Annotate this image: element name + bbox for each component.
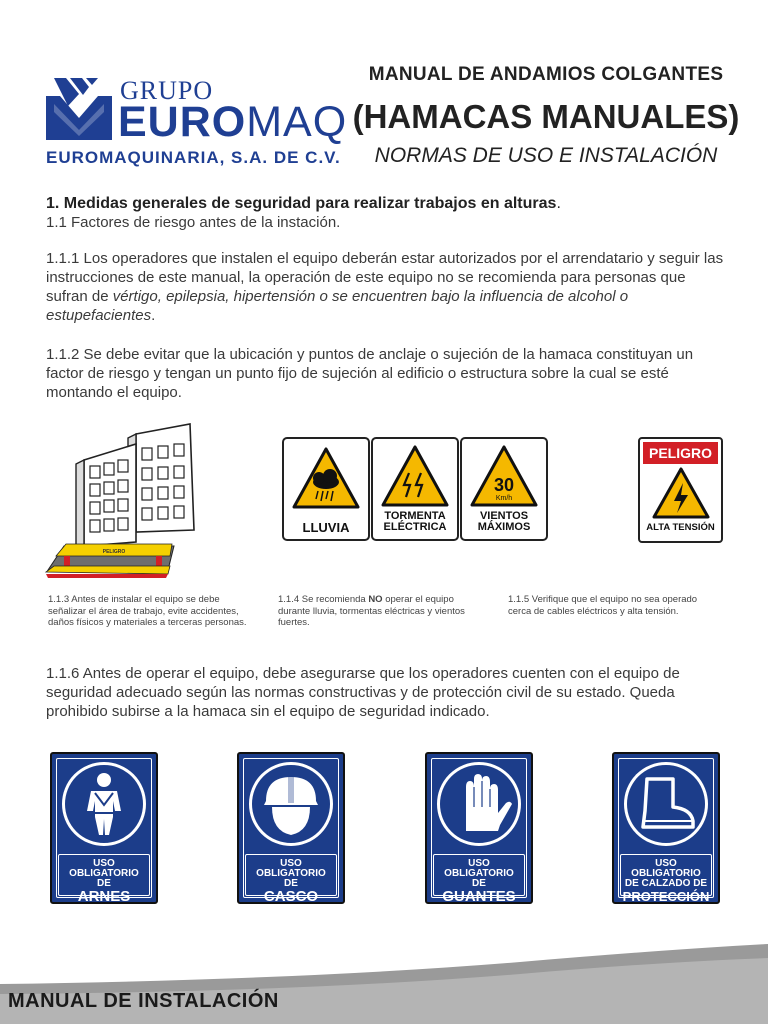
brand-maq-text: MAQ bbox=[246, 98, 348, 146]
brand-euro-text: EURO bbox=[118, 98, 247, 146]
harness-label-box bbox=[58, 854, 150, 905]
gloves-label-line3: GUANTES bbox=[442, 888, 516, 905]
safety-boots-label-box bbox=[620, 854, 712, 904]
section-heading-text: 1. Medidas generales de seguridad para realizar trabajos en alturas bbox=[46, 195, 557, 212]
gloves-icon bbox=[440, 765, 518, 843]
lightning-warning-icon bbox=[381, 445, 449, 507]
building-scaffold-illustration bbox=[44, 420, 224, 580]
helmet-label-line3: CASCO bbox=[263, 888, 319, 905]
helmet-label-line1: USO OBLIGATORIO bbox=[256, 858, 326, 879]
section-heading-period: . bbox=[556, 195, 561, 212]
gloves-mandatory-sign bbox=[425, 752, 533, 904]
wind-speed-value: 30 bbox=[493, 475, 515, 495]
peligro-label: ALTA TENSIÓN bbox=[646, 522, 715, 533]
barrier-label: PELIGRO bbox=[102, 549, 126, 555]
paragraph-1-1-1-period: . bbox=[151, 307, 156, 324]
brand-grupo-text: GRUPO bbox=[120, 76, 214, 105]
harness-label-line3: ARNES bbox=[77, 888, 131, 905]
wind-speed-warning-icon bbox=[470, 445, 538, 507]
safety-boots-label-line2: DE CALZADO DE bbox=[624, 878, 708, 889]
vientos-label-line2: MÁXIMOS bbox=[477, 521, 531, 533]
helmet-label-box bbox=[245, 854, 337, 905]
gloves-label-line1: USO OBLIGATORIO bbox=[444, 858, 514, 879]
vientos-warning-sign bbox=[460, 437, 548, 541]
rain-warning-icon bbox=[292, 447, 360, 509]
harness-icon bbox=[65, 765, 143, 843]
vientos-label bbox=[462, 511, 546, 533]
caption-1-1-5: 1.1.5 Verifique que el equipo no sea operado cerca de cables eléctricos y alta tensión. bbox=[508, 594, 698, 617]
lluvia-label: LLUVIA bbox=[302, 520, 350, 535]
section-heading bbox=[46, 194, 726, 213]
paragraph-1-1-2: 1.1.2 Se debe evitar que la ubicación y puntos de anclaje o sujeción de la hamaca constituyan un factor de riesgo y tengan un punto fijo de sujeción al edificio o estructura sobre la cual se esté montando el equipo. bbox=[46, 346, 694, 401]
caption-1-1-4-text-b: operar el equipo durante lluvia, tormentas eléctricas y vientos fuertes. bbox=[278, 594, 465, 628]
peligro-alta-tension-sign bbox=[638, 437, 723, 543]
caption-1-1-4-bold: NO bbox=[368, 594, 383, 605]
tormenta-warning-sign bbox=[371, 437, 459, 541]
lluvia-warning-sign bbox=[282, 437, 370, 541]
safety-boots-label-line1: USO OBLIGATORIO bbox=[631, 858, 701, 879]
wind-speed-unit: Km/h bbox=[495, 495, 513, 502]
safety-boot-icon bbox=[627, 765, 705, 843]
helmet-icon bbox=[252, 765, 330, 843]
safety-boots-mandatory-sign bbox=[612, 752, 720, 904]
manual-subtitle: (HAMACAS MANUALES) bbox=[352, 98, 740, 135]
manual-norms-title: NORMAS DE USO E INSTALACIÓN bbox=[374, 144, 718, 167]
paragraph-1-1: 1.1 Factores de riesgo antes de la instación. bbox=[46, 214, 341, 231]
peligro-header: PELIGRO bbox=[643, 442, 718, 464]
paragraph-1-1-6: 1.1.6 Antes de operar el equipo, debe asegurarse que los operadores cuenten con el equipo de seguridad adecuado según las normas constructivas y de protección civil de su estado. Queda prohibido subirse a la hamaca sin el equipo de seguridad indicado. bbox=[46, 665, 680, 720]
caption-1-1-3: 1.1.3 Antes de instalar el equipo se debe señalizar el área de trabajo, evite accidentes, daños físicos y materiales a terceras personas. bbox=[48, 594, 247, 628]
high-voltage-icon bbox=[652, 467, 710, 519]
tormenta-label-line1: TORMENTA bbox=[384, 510, 446, 522]
gloves-label-line2: DE bbox=[472, 878, 486, 889]
brand-name bbox=[118, 98, 347, 147]
vientos-label-line1: VIENTOS bbox=[479, 510, 529, 522]
brand-subtitle: EUROMAQUINARIA, S.A. DE C.V. bbox=[46, 148, 341, 167]
footer-title: MANUAL DE INSTALACIÓN bbox=[8, 990, 279, 1012]
paragraph-1-1-1-text: 1.1.1 Los operadores que instalen el equipo deberán estar autorizados por el arrendatario y seguir las instrucciones de este manual, la operación de este equipo no se recomienda para personas que sufran de bbox=[46, 250, 724, 305]
harness-label-line1: USO OBLIGATORIO bbox=[69, 858, 139, 879]
harness-label-line2: DE bbox=[97, 878, 111, 889]
caption-1-1-4-text-a: 1.1.4 Se recomienda bbox=[278, 594, 369, 605]
euromaq-logo-icon bbox=[46, 78, 112, 140]
caption-1-1-4 bbox=[278, 594, 478, 629]
safety-boots-label-line3: PROTECCIÓN bbox=[622, 889, 710, 904]
paragraph-1-1-1 bbox=[46, 249, 726, 325]
manual-title: MANUAL DE ANDAMIOS COLGANTES bbox=[368, 64, 724, 85]
paragraph-1-1-1-emphasis: vértigo, epilepsia, hipertensión o se encuentren bajo la influencia de alcohol o estupefacientes bbox=[46, 288, 629, 324]
helmet-label-line2: DE bbox=[284, 878, 298, 889]
gloves-label-box bbox=[433, 854, 525, 905]
tormenta-label bbox=[373, 511, 457, 533]
harness-mandatory-sign bbox=[50, 752, 158, 904]
tormenta-label-line2: ELÉCTRICA bbox=[383, 521, 447, 533]
helmet-mandatory-sign bbox=[237, 752, 345, 904]
